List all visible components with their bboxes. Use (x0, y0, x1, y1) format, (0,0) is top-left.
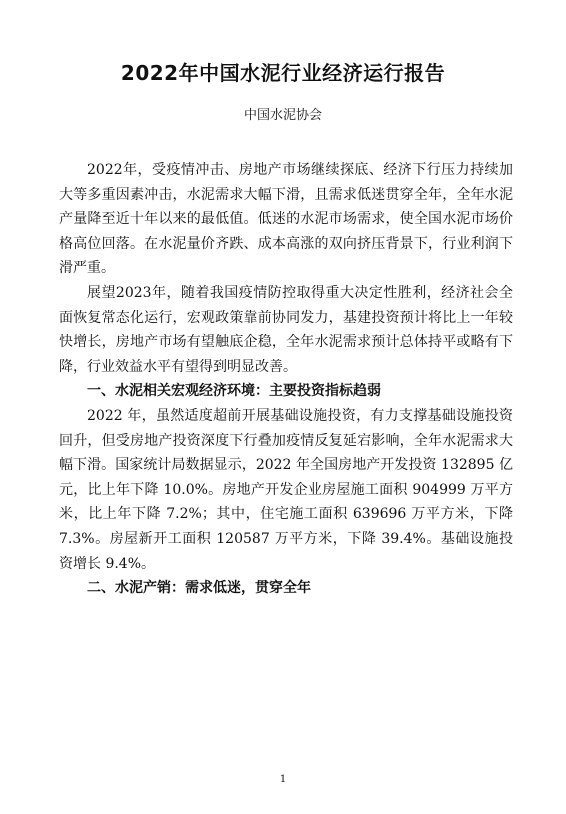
section-1-heading: 一、水泥相关宏观经济环境：主要投资指标趋弱 (87, 383, 381, 400)
intro-paragraph-2: 展望2023年，随着我国疫情防控取得重大决定性胜利，经济社会全面恢复常态化运行，宏观政策靠前协同发力，基建投资预计将比上一年较快增长，房地产市场有望触底企稳，全年水泥需求预计总体持平或略有下降，行业效益水平有望得到明显改善。 (59, 284, 513, 375)
section-2-heading: 二、水泥产销：需求低迷，贯穿全年 (87, 580, 311, 597)
document-author: 中国水泥协会 (243, 108, 322, 123)
document-body (59, 158, 513, 601)
page-number: 1 (279, 774, 287, 785)
document-title: 2022年中国水泥行业经济运行报告 (120, 61, 446, 85)
section-1-paragraph: 2022 年，虽然适度超前开展基础设施投资，有力支撑基础设施投资回升，但受房地产投资深度下行叠加疫情反复延宕影响，全年水泥需求大幅下滑。国家统计局数据显示，2022 年全国房地产开发投资 132895 亿元，比上年下降 10.0%。房地产开发企业房屋施工面积 904999 万平方米，比上年下降 7.2%；其中，住宅施工面积 639696 万平方米，下降 7.3%。房屋新开工面积 120587 万平方米，下降 39.4%。基础设施投资增长 9.4%。 (59, 407, 513, 572)
intro-paragraph-1: 2022年，受疫情冲击、房地产市场继续探底、经济下行压力持续加大等多重因素冲击，水泥需求大幅下滑，且需求低迷贯穿全年，全年水泥产量降至近十年以来的最低值。低迷的水泥市场需求，使全国水泥市场价格高位回落。在水泥量价齐跌、成本高涨的双向挤压背景下，行业利润下滑严重。 (59, 162, 513, 277)
